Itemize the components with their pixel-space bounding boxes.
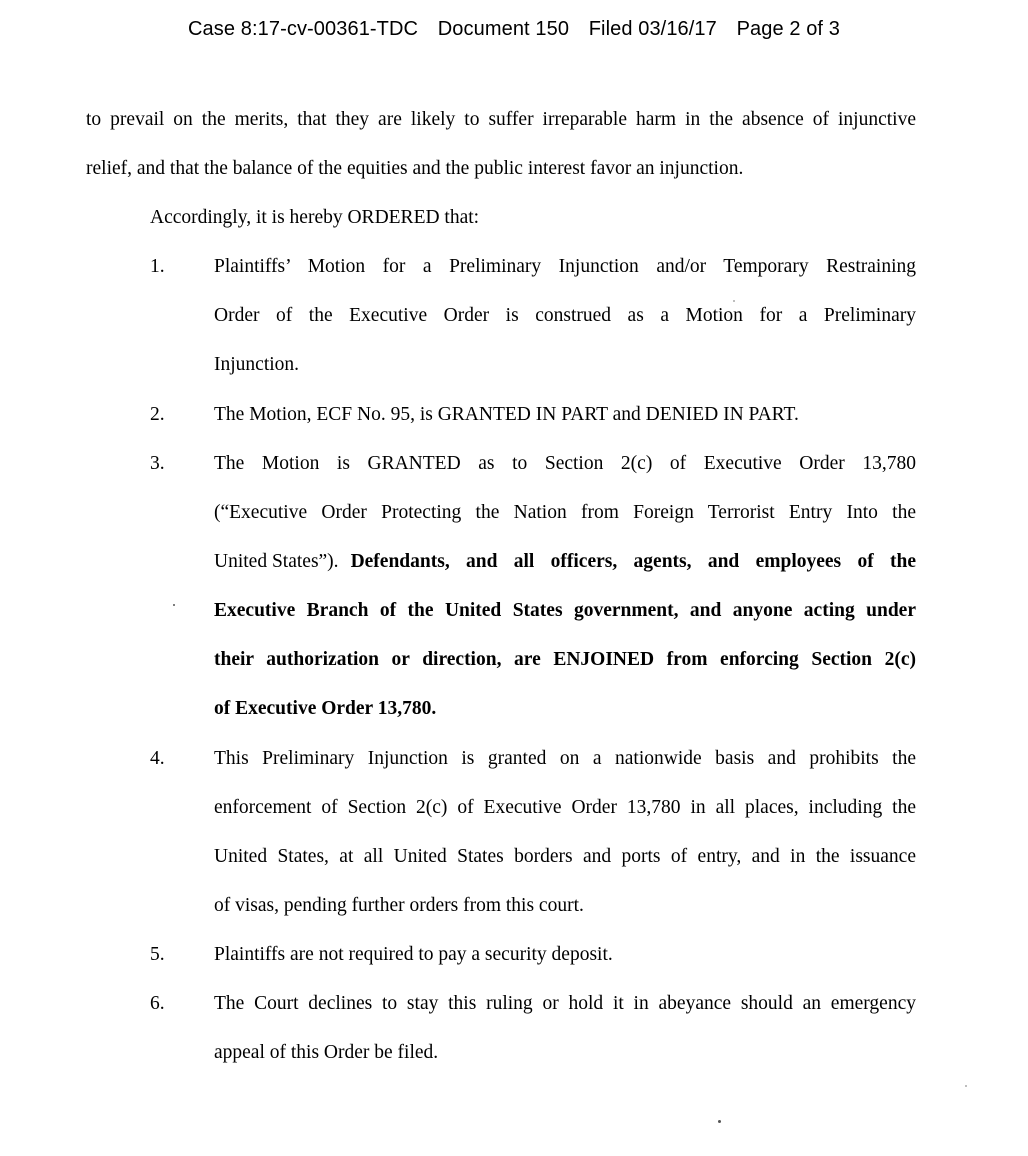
item-text: Plaintiffs’ Motion for a Preliminary Injunction and/or Temporary Restraining Order of the Executive Order is construed as a Motion for a Preliminary Injunction.	[214, 256, 916, 375]
item-number: 3.	[150, 453, 165, 474]
item-text: The Court declines to stay this ruling or hold it in abeyance should an emergency appeal of this Order be filed.	[214, 993, 916, 1063]
intro-line: relief, and that the balance of the equities and the public interest favor an injunction.	[86, 158, 744, 179]
item-number: 6.	[150, 993, 165, 1014]
scan-speck	[173, 604, 175, 606]
document-number: Document 150	[437, 18, 570, 40]
scan-speck	[718, 1120, 721, 1123]
item-number: 2.	[150, 404, 165, 425]
case-header	[0, 18, 1028, 41]
page-number: Page 2 of 3	[736, 18, 840, 40]
scan-speck	[965, 1085, 967, 1087]
item-text: The Motion is GRANTED as to Section 2(c) of Executive Order 13,780 (“Executive Order Protecting the Nation from Foreign Terrorist Entry Into the United States”). Defendants, and all officers, agents, and employees of the Executive Branch of the United States government, and anyone acting under their authorization or direction, are ENJOINED from enforcing Section 2(c) of Executive Order 13,780.	[214, 439, 916, 733]
item-number: 4.	[150, 748, 165, 769]
item-number: 1.	[150, 256, 165, 277]
intro-line: to prevail on the merits, that they are likely to suffer irreparable harm in the absence of injunctive	[86, 109, 916, 130]
intro-paragraph	[86, 95, 916, 193]
injunction-text: of Executive Order 13,780.	[214, 698, 437, 719]
ordered-statement: Accordingly, it is hereby ORDERED that:	[150, 207, 480, 228]
injunction-text: Executive Branch of the United States government, and anyone acting under	[214, 600, 916, 621]
injunction-text: their authorization or direction, are ENJOINED from enforcing Section 2(c)	[214, 649, 916, 670]
injunction-text: Defendants, and all officers, agents, and employees of the	[350, 551, 916, 572]
case-number: Case 8:17-cv-00361-TDC	[188, 18, 419, 40]
item-number: 5.	[150, 944, 165, 965]
item-text: The Motion, ECF No. 95, is GRANTED IN PART and DENIED IN PART.	[214, 404, 799, 425]
filed-date: Filed 03/16/17	[588, 18, 717, 40]
item-text: This Preliminary Injunction is granted on a nationwide basis and prohibits the enforcement of Section 2(c) of Executive Order 13,780 in all places, including the United States, at all United States borders and ports of entry, and in the issuance of visas, pending further orders from this court.	[214, 748, 916, 916]
scan-speck	[733, 300, 735, 302]
item-text: Plaintiffs are not required to pay a security deposit.	[214, 944, 613, 965]
